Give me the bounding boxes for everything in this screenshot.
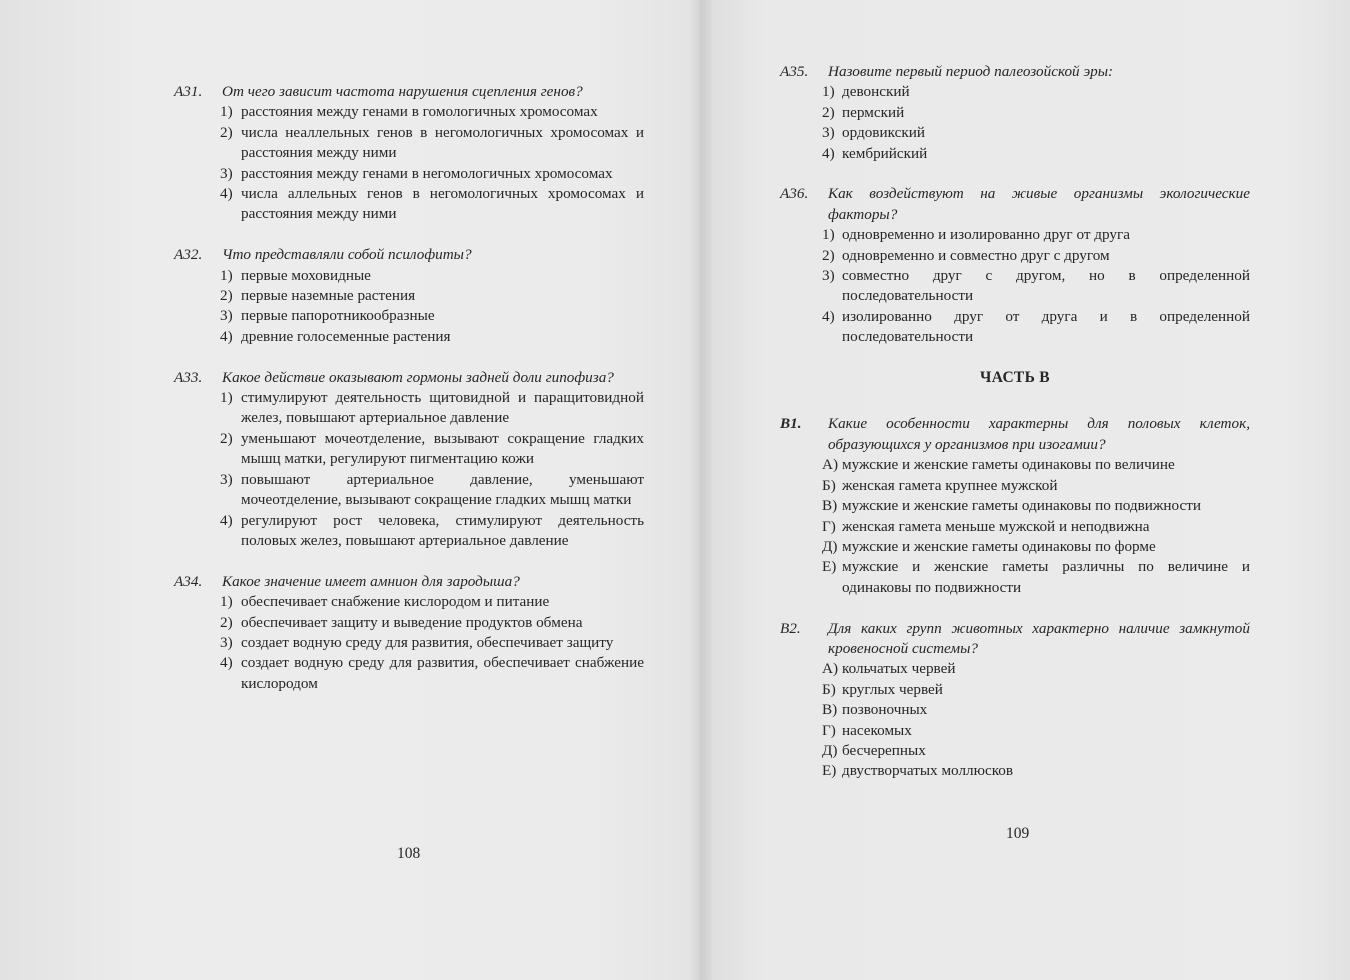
answer-option bbox=[822, 721, 1250, 741]
page-number-left: 108 bbox=[397, 845, 421, 862]
option-number: 1) bbox=[220, 593, 233, 611]
option-text: регулируют рост человека, стимулируют деятельность половых желез, повышают артериальное давление bbox=[241, 511, 644, 549]
option-number: 3) bbox=[822, 267, 835, 285]
option-text: пермский bbox=[842, 103, 905, 121]
option-letter: В) bbox=[822, 497, 838, 515]
answer-option bbox=[220, 327, 644, 347]
answer-option bbox=[822, 246, 1250, 266]
answer-option bbox=[220, 511, 644, 552]
option-text: мужские и женские гаметы одинаковы по подвижности bbox=[842, 497, 1202, 515]
option-number: 2) bbox=[220, 429, 233, 447]
option-number: 2) bbox=[220, 613, 233, 631]
option-letter: Е) bbox=[822, 558, 837, 576]
option-text: числа аллельных генов в негомологичных хромосомах и расстояния между ними bbox=[241, 185, 644, 223]
option-text: числа неаллельных генов в негомологичных хромосомах и расстояния между ними bbox=[241, 123, 644, 162]
answer-option bbox=[220, 164, 644, 184]
question-a31 bbox=[174, 82, 644, 225]
question-text: Какое значение имеет амнион для зародыша? bbox=[222, 572, 520, 590]
part-heading: ЧАСТЬ В bbox=[980, 369, 1050, 387]
option-text: расстояния между генами в гомологичных хромосомах bbox=[241, 103, 598, 121]
option-number: 2) bbox=[220, 123, 233, 141]
option-text: насекомых bbox=[842, 721, 912, 739]
option-letter: Б) bbox=[822, 476, 836, 494]
question-text: Что представляли собой псилофиты? bbox=[222, 246, 472, 264]
option-text: стимулируют деятельность щитовидной и паращитовидной желез, повышают артериальное давление bbox=[241, 389, 644, 427]
book-gutter bbox=[688, 0, 714, 980]
answer-option bbox=[220, 184, 644, 225]
answer-option bbox=[822, 680, 1250, 700]
option-number: 4) bbox=[822, 144, 835, 162]
option-number: 1) bbox=[220, 103, 233, 121]
option-text: обеспечивает снабжение кислородом и питание bbox=[241, 593, 550, 611]
answer-option bbox=[822, 537, 1250, 557]
option-number: 4) bbox=[822, 307, 835, 325]
option-letter: Е) bbox=[822, 762, 837, 780]
option-number: 4) bbox=[220, 654, 233, 672]
option-number: 2) bbox=[220, 287, 233, 305]
answer-option bbox=[220, 388, 644, 429]
option-text: позвоночных bbox=[842, 701, 928, 719]
option-text: уменьшают мочеотделение, вызывают сокращение гладких мышц матки, регулируют пигментацию кожи bbox=[241, 429, 644, 468]
option-number: 3) bbox=[220, 470, 233, 488]
option-text: изолированно друг от друга и в определенной последовательности bbox=[842, 307, 1250, 346]
option-text: одновременно и изолированно друг от друга bbox=[842, 226, 1130, 244]
option-number: 4) bbox=[220, 511, 233, 529]
option-letter: Г) bbox=[822, 721, 836, 739]
answer-option bbox=[220, 266, 644, 286]
question-text: Какие особенности характерны для половых клеток, образующихся у организмов при изогамии? bbox=[828, 415, 1250, 453]
question-number: В1. bbox=[780, 415, 802, 433]
question-text: Для каких групп животных характерно наличие замкнутой кровеносной системы? bbox=[828, 619, 1250, 657]
question-number: А35. bbox=[780, 63, 809, 80]
right-column bbox=[780, 62, 1250, 802]
answer-option bbox=[220, 429, 644, 470]
option-text: повышают артериальное давление, уменьшают мочеотделение, вызывают сокращение гладких мышц матки bbox=[241, 470, 644, 509]
question-number: А36. bbox=[780, 185, 809, 203]
answer-option bbox=[220, 633, 644, 653]
answer-option bbox=[220, 286, 644, 306]
answer-option bbox=[822, 517, 1250, 537]
option-number: 2) bbox=[822, 103, 835, 121]
option-letter: А) bbox=[822, 456, 839, 474]
option-text: женская гамета крупнее мужской bbox=[842, 476, 1058, 494]
option-number: 1) bbox=[220, 266, 233, 284]
option-text: кольчатых червей bbox=[842, 660, 956, 678]
option-number: 1) bbox=[220, 389, 233, 407]
option-text: древние голосеменные растения bbox=[241, 327, 451, 345]
answer-option bbox=[822, 307, 1250, 348]
answer-option bbox=[822, 144, 1250, 164]
option-text: девонский bbox=[842, 83, 910, 101]
question-a36 bbox=[780, 184, 1250, 347]
option-text: расстояния между генами в негомологичных хромосомах bbox=[241, 164, 613, 182]
option-letter: Д) bbox=[822, 537, 838, 555]
answer-option bbox=[822, 266, 1250, 307]
option-text: мужские и женские гаметы различны по величине и одинаковы по подвижности bbox=[842, 558, 1250, 596]
question-text: От чего зависит частота нарушения сцепления генов? bbox=[222, 83, 583, 100]
question-number: А33. bbox=[174, 368, 203, 386]
option-text: одновременно и совместно друг с другом bbox=[842, 246, 1110, 264]
option-letter: В) bbox=[822, 701, 838, 719]
answer-option bbox=[822, 123, 1250, 143]
option-letter: А) bbox=[822, 660, 839, 678]
option-number: 4) bbox=[220, 185, 233, 203]
option-text: ордовикский bbox=[842, 124, 925, 142]
option-text: создает водную среду для развития, обеспечивает защиту bbox=[241, 633, 614, 651]
option-number: 2) bbox=[822, 246, 835, 264]
answer-option bbox=[220, 470, 644, 511]
question-b2 bbox=[780, 619, 1250, 782]
option-letter: Г) bbox=[822, 517, 836, 535]
answer-option bbox=[822, 476, 1250, 496]
answer-option bbox=[822, 700, 1250, 720]
option-text: создает водную среду для развития, обеспечивает снабжение кислородом bbox=[241, 654, 644, 692]
question-number: А34. bbox=[174, 572, 203, 590]
left-column bbox=[174, 82, 644, 715]
answer-option bbox=[822, 761, 1250, 781]
question-text: Назовите первый период палеозойской эры: bbox=[828, 63, 1114, 80]
question-text: Какое действие оказывают гормоны задней доли гипофиза? bbox=[222, 368, 614, 386]
question-number: В2. bbox=[780, 619, 801, 637]
answer-option bbox=[220, 123, 644, 164]
option-letter: Б) bbox=[822, 680, 836, 698]
option-number: 3) bbox=[220, 164, 233, 182]
question-b1 bbox=[780, 414, 1250, 598]
option-text: круглых червей bbox=[842, 680, 943, 698]
answer-option bbox=[220, 102, 644, 122]
option-text: первые наземные растения bbox=[241, 287, 416, 305]
answer-option bbox=[822, 225, 1250, 245]
answer-option bbox=[220, 592, 644, 612]
answer-option bbox=[220, 613, 644, 633]
option-text: совместно друг с другом, но в определенной последовательности bbox=[842, 267, 1250, 305]
answer-option bbox=[822, 82, 1250, 102]
option-text: обеспечивает защиту и выведение продуктов обмена bbox=[241, 613, 583, 631]
page-number-right: 109 bbox=[1006, 825, 1030, 842]
answer-option bbox=[822, 103, 1250, 123]
option-number: 4) bbox=[220, 327, 233, 345]
question-number: А32. bbox=[174, 246, 203, 264]
option-number: 3) bbox=[822, 124, 835, 142]
option-text: двустворчатых моллюсков bbox=[842, 762, 1014, 780]
option-letter: Д) bbox=[822, 741, 838, 759]
answer-option bbox=[220, 653, 644, 694]
answer-option bbox=[822, 659, 1250, 679]
answer-option bbox=[220, 306, 644, 326]
option-text: мужские и женские гаметы одинаковы по величине bbox=[842, 456, 1175, 474]
option-text: мужские и женские гаметы одинаковы по форме bbox=[842, 537, 1156, 555]
answer-option bbox=[822, 496, 1250, 516]
answer-option bbox=[822, 557, 1250, 598]
option-text: первые папоротникообразные bbox=[241, 307, 435, 325]
question-a32 bbox=[174, 245, 644, 347]
question-a35 bbox=[780, 62, 1250, 164]
question-number: А31. bbox=[174, 83, 203, 100]
option-text: кембрийский bbox=[842, 144, 928, 162]
option-text: бесчерепных bbox=[842, 741, 926, 759]
option-number: 3) bbox=[220, 307, 233, 325]
option-text: женская гамета меньше мужской и неподвижна bbox=[842, 517, 1150, 535]
answer-option bbox=[822, 455, 1250, 475]
option-number: 3) bbox=[220, 633, 233, 651]
option-number: 1) bbox=[822, 226, 835, 244]
answer-option bbox=[822, 741, 1250, 761]
question-text: Как воздействуют на живые организмы экологические факторы? bbox=[828, 185, 1250, 223]
option-number: 1) bbox=[822, 83, 835, 101]
question-a34 bbox=[174, 572, 644, 694]
question-a33 bbox=[174, 368, 644, 552]
option-text: первые моховидные bbox=[241, 266, 371, 284]
